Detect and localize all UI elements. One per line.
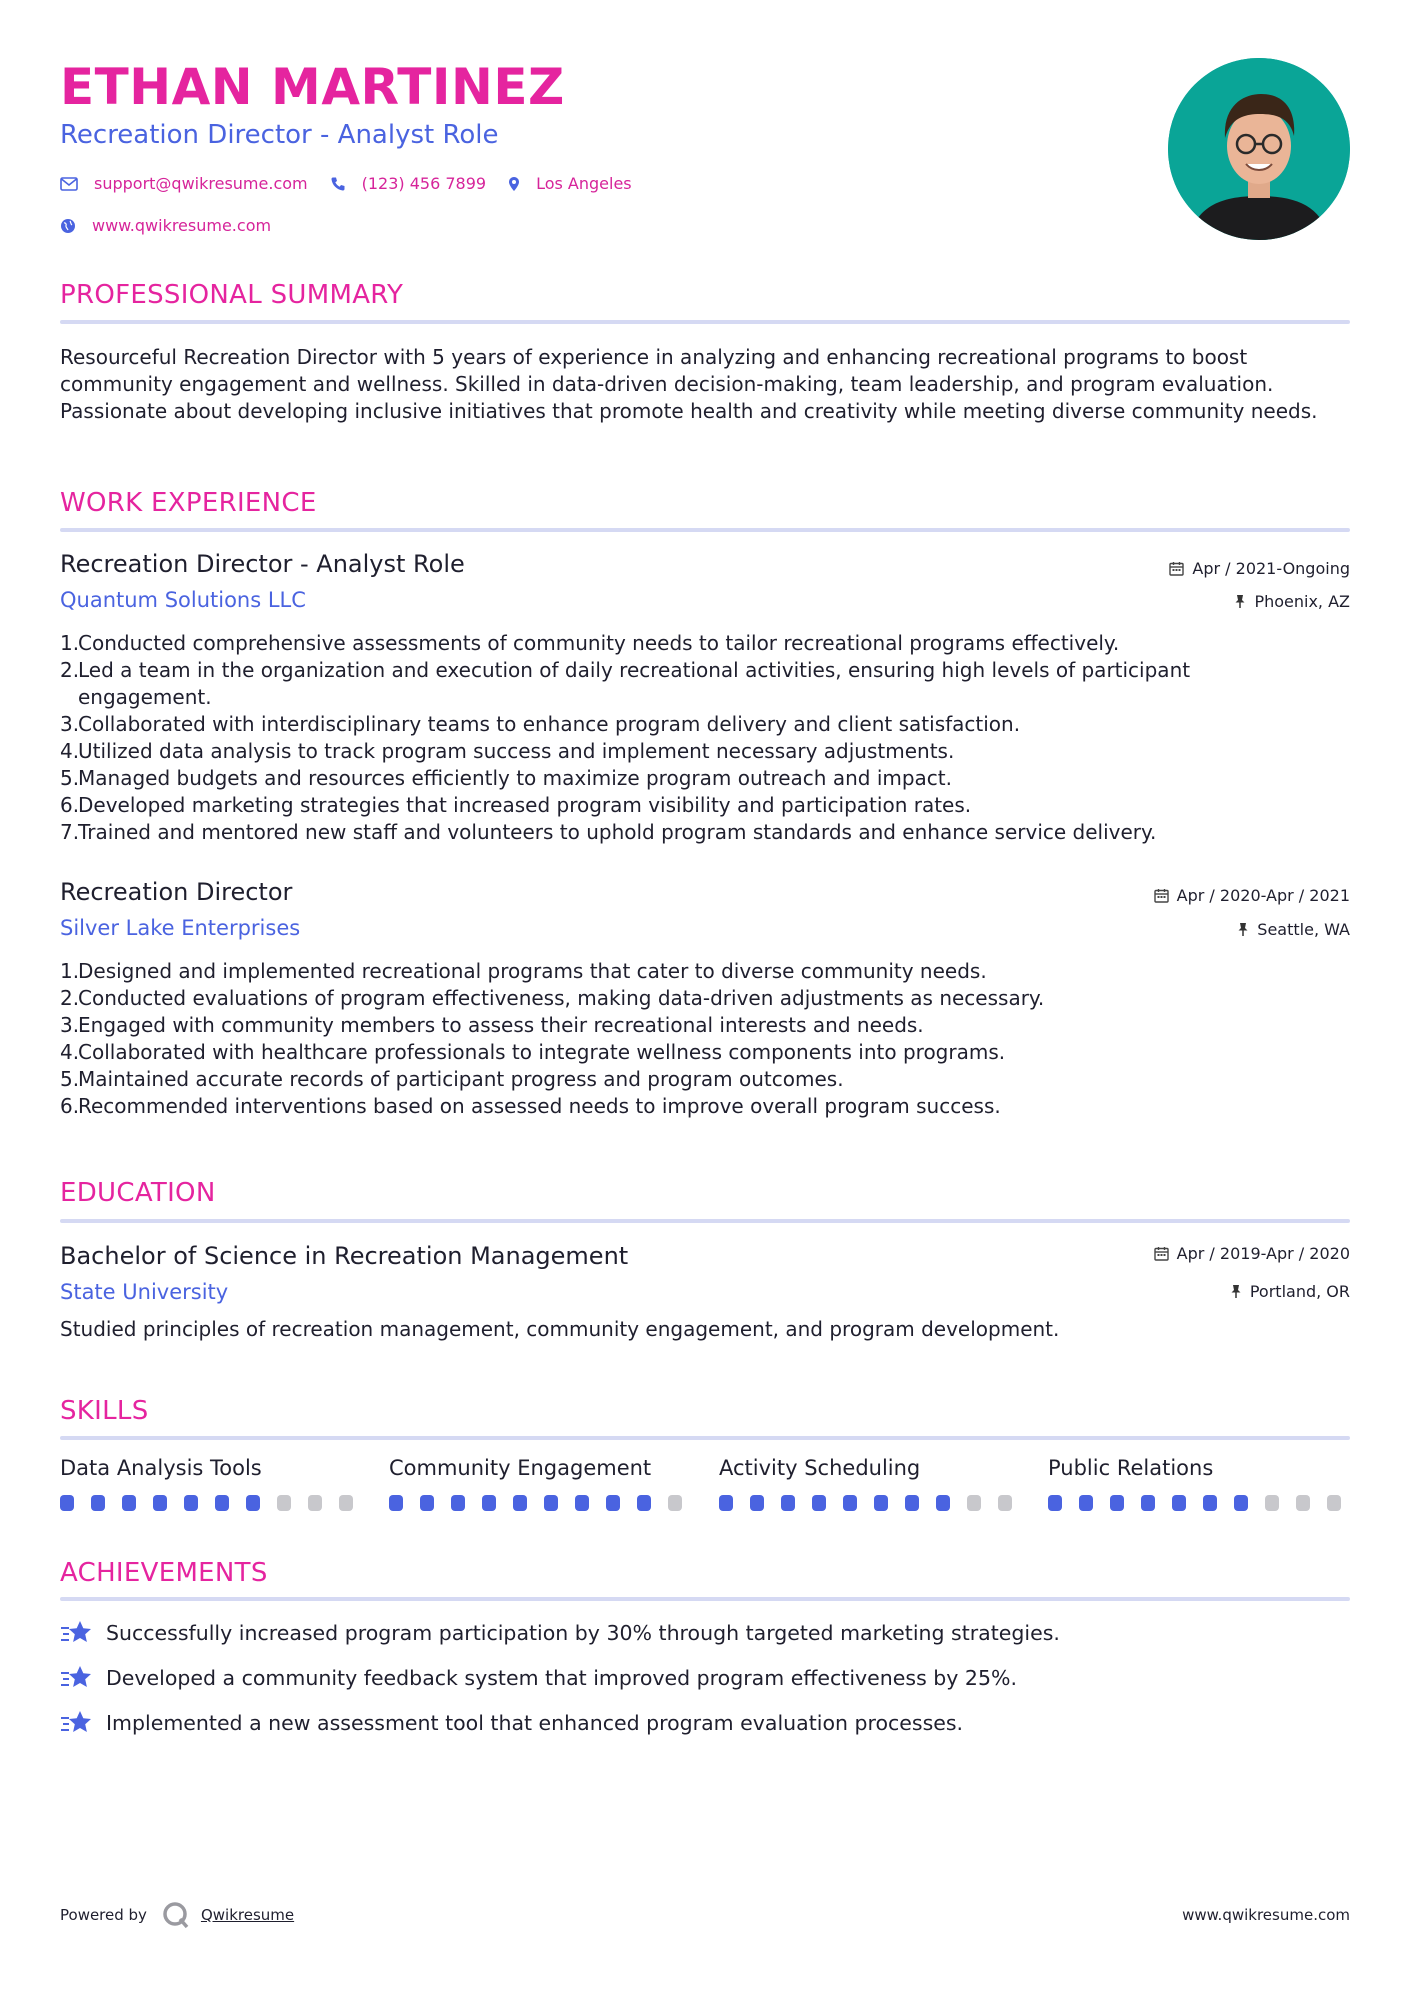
website-text: www.qwikresume.com xyxy=(92,216,272,235)
job-title: Recreation Director xyxy=(60,878,293,906)
bullet-item xyxy=(60,1039,1300,1066)
skill-name: Data Analysis Tools xyxy=(60,1456,262,1480)
bullet-item xyxy=(60,985,1300,1012)
summary-divider xyxy=(60,320,1350,324)
job-dates xyxy=(1154,886,1350,905)
pushpin-icon xyxy=(1237,922,1249,937)
profile-photo xyxy=(1168,58,1350,240)
bullet-item xyxy=(60,1093,1300,1120)
skill-dot-filled xyxy=(905,1495,919,1511)
skill-dot-empty xyxy=(668,1495,682,1511)
job-dates-text: Apr / 2021-Ongoing xyxy=(1192,559,1350,578)
skill-dot-empty xyxy=(339,1495,353,1511)
bullet-number: 1. xyxy=(60,959,80,983)
skill-dot-filled xyxy=(389,1495,403,1511)
achievement-item xyxy=(60,1619,1060,1647)
calendar-icon xyxy=(1169,561,1184,576)
bullet-item xyxy=(60,657,1300,711)
bullet-number: 5. xyxy=(60,1067,80,1091)
achievements-heading: ACHIEVEMENTS xyxy=(60,1558,268,1588)
education-location xyxy=(1230,1282,1350,1301)
bullet-number: 4. xyxy=(60,739,80,763)
bullet-text: Managed budgets and resources efficiently to maximize program outreach and impact. xyxy=(78,766,953,790)
contact-location xyxy=(508,174,632,193)
company-name: Quantum Solutions LLC xyxy=(60,588,306,612)
bullet-number: 6. xyxy=(60,793,80,817)
bullet-number: 1. xyxy=(60,631,80,655)
bullet-text: Led a team in the organization and execution of daily recreational activities, ensuring high levels of participant engagement. xyxy=(78,658,1191,709)
bullet-text: Collaborated with healthcare professionals to integrate wellness components into programs. xyxy=(78,1040,1006,1064)
bullet-text: Conducted evaluations of program effectiveness, making data-driven adjustments as necessary. xyxy=(78,986,1045,1010)
bullet-item xyxy=(60,711,1300,738)
bullet-text: Collaborated with interdisciplinary teams to enhance program delivery and client satisfaction. xyxy=(78,712,1021,736)
bullet-text: Conducted comprehensive assessments of community needs to tailor recreational programs effectively. xyxy=(78,631,1120,655)
experience-divider xyxy=(60,528,1350,532)
achievement-text: Developed a community feedback system that improved program effectiveness by 25%. xyxy=(106,1666,1018,1690)
skill-dot-filled xyxy=(246,1495,260,1511)
skill-name: Community Engagement xyxy=(389,1456,652,1480)
education-location-text: Portland, OR xyxy=(1249,1282,1350,1301)
bullet-number: 4. xyxy=(60,1040,80,1064)
bullet-text: Engaged with community members to assess their recreational interests and needs. xyxy=(78,1013,924,1037)
skill-dot-filled xyxy=(482,1495,496,1511)
school-name: State University xyxy=(60,1280,229,1304)
skill-level-meter xyxy=(60,1495,370,1511)
pushpin-icon xyxy=(1234,594,1246,609)
summary-heading: PROFESSIONAL SUMMARY xyxy=(60,280,404,310)
job-dates-text: Apr / 2020-Apr / 2021 xyxy=(1176,886,1350,905)
skill-dot-empty xyxy=(967,1495,981,1511)
skill-dot-filled xyxy=(874,1495,888,1511)
job-bullets xyxy=(60,630,1300,846)
skill-dot-filled xyxy=(719,1495,733,1511)
bullet-item xyxy=(60,1012,1300,1039)
achievement-item xyxy=(60,1709,963,1737)
job-location-text: Seattle, WA xyxy=(1257,920,1350,939)
bullet-item xyxy=(60,630,1300,657)
phone-text: (123) 456 7899 xyxy=(361,174,487,193)
job-bullets xyxy=(60,958,1300,1120)
star-achievement-icon xyxy=(60,1619,92,1647)
degree-title: Bachelor of Science in Recreation Management xyxy=(60,1242,629,1270)
skill-dot-filled xyxy=(60,1495,74,1511)
achievement-text: Successfully increased program participation by 30% through targeted marketing strategies. xyxy=(106,1621,1060,1645)
bullet-number: 2. xyxy=(60,986,80,1010)
star-achievement-icon xyxy=(60,1664,92,1692)
skill-dot-empty xyxy=(1296,1495,1310,1511)
summary-text: Resourceful Recreation Director with 5 years of experience in analyzing and enhancing recreational programs to boost community engagement and wellness. Skilled in data-driven decision-making, team leadership, and program evaluation. Passionate about developing inclusive initiatives that promote health and creativity while meeting diverse community needs. xyxy=(60,345,1318,423)
bullet-number: 3. xyxy=(60,712,80,736)
job-location xyxy=(1234,592,1350,611)
skill-dot-filled xyxy=(1234,1495,1248,1511)
bullet-text: Utilized data analysis to track program success and implement necessary adjustments. xyxy=(78,739,955,763)
skill-dot-filled xyxy=(544,1495,558,1511)
skill-dot-filled xyxy=(1110,1495,1124,1511)
skill-dot-empty xyxy=(308,1495,322,1511)
bullet-text: Developed marketing strategies that increased program visibility and participation rates. xyxy=(78,793,972,817)
job-dates xyxy=(1169,559,1350,578)
education-divider xyxy=(60,1219,1350,1223)
skill-dot-filled xyxy=(451,1495,465,1511)
job-title: Recreation Director - Analyst Role xyxy=(60,550,465,578)
bullet-item xyxy=(60,1066,1300,1093)
skill-dot-filled xyxy=(91,1495,105,1511)
contact-phone[interactable] xyxy=(330,174,486,193)
education-description: Studied principles of recreation management, community engagement, and program development. xyxy=(60,1317,1060,1341)
candidate-role: Recreation Director - Analyst Role xyxy=(60,120,499,150)
website-row xyxy=(60,216,293,235)
skills-divider xyxy=(60,1436,1350,1440)
job-location xyxy=(1237,920,1350,939)
bullet-item xyxy=(60,738,1300,765)
skill-dot-empty xyxy=(1265,1495,1279,1511)
bullet-text: Maintained accurate records of participant progress and program outcomes. xyxy=(78,1067,844,1091)
skill-dot-filled xyxy=(812,1495,826,1511)
skill-dot-filled xyxy=(153,1495,167,1511)
location-text: Los Angeles xyxy=(536,174,632,193)
skill-dot-filled xyxy=(1141,1495,1155,1511)
skill-dot-filled xyxy=(1203,1495,1217,1511)
job-location-text: Phoenix, AZ xyxy=(1254,592,1350,611)
experience-heading: WORK EXPERIENCE xyxy=(60,488,317,518)
phone-icon xyxy=(330,176,346,192)
globe-icon xyxy=(60,218,76,234)
skill-dot-filled xyxy=(781,1495,795,1511)
powered-by-label: Powered by xyxy=(60,1906,147,1924)
skill-dot-filled xyxy=(606,1495,620,1511)
skill-level-meter xyxy=(719,1495,1029,1511)
calendar-icon xyxy=(1154,888,1169,903)
map-pin-icon xyxy=(508,176,520,192)
star-achievement-icon xyxy=(60,1709,92,1737)
achievement-item xyxy=(60,1664,1017,1692)
skill-dot-filled xyxy=(420,1495,434,1511)
bullet-text: Recommended interventions based on assessed needs to improve overall program success. xyxy=(78,1094,1001,1118)
bullet-text: Trained and mentored new staff and volunteers to uphold program standards and enhance service delivery. xyxy=(78,820,1157,844)
skill-dot-filled xyxy=(184,1495,198,1511)
skill-dot-empty xyxy=(277,1495,291,1511)
bullet-item xyxy=(60,765,1300,792)
skill-dot-filled xyxy=(122,1495,136,1511)
achievement-text: Implemented a new assessment tool that enhanced program evaluation processes. xyxy=(106,1711,964,1735)
bullet-number: 2. xyxy=(60,658,80,682)
skill-dot-filled xyxy=(215,1495,229,1511)
bullet-text: Designed and implemented recreational programs that cater to diverse community needs. xyxy=(78,959,987,983)
footer-website[interactable]: www.qwikresume.com xyxy=(1182,1906,1350,1924)
footer-powered-by xyxy=(60,1900,294,1930)
skill-dot-empty xyxy=(998,1495,1012,1511)
bullet-number: 6. xyxy=(60,1094,80,1118)
education-dates-text: Apr / 2019-Apr / 2020 xyxy=(1176,1244,1350,1263)
skill-dot-filled xyxy=(513,1495,527,1511)
candidate-name: ETHAN MARTINEZ xyxy=(60,58,565,116)
bullet-number: 5. xyxy=(60,766,80,790)
skill-name: Activity Scheduling xyxy=(719,1456,921,1480)
skill-level-meter xyxy=(389,1495,699,1511)
bullet-number: 7. xyxy=(60,820,80,844)
skill-dot-filled xyxy=(843,1495,857,1511)
skill-dot-filled xyxy=(936,1495,950,1511)
contact-website[interactable] xyxy=(60,216,271,235)
company-name: Silver Lake Enterprises xyxy=(60,916,301,940)
skill-dot-filled xyxy=(750,1495,764,1511)
skill-dot-filled xyxy=(1079,1495,1093,1511)
skill-dot-empty xyxy=(1327,1495,1341,1511)
bullet-item xyxy=(60,958,1300,985)
qwikresume-logo-icon xyxy=(161,1900,191,1930)
achievements-divider xyxy=(60,1597,1350,1601)
footer-brand-link[interactable]: Qwikresume xyxy=(200,1906,295,1924)
email-text: support@qwikresume.com xyxy=(94,174,308,193)
education-heading: EDUCATION xyxy=(60,1178,216,1208)
education-dates xyxy=(1154,1244,1350,1263)
skill-dot-filled xyxy=(637,1495,651,1511)
envelope-icon xyxy=(60,177,78,191)
contact-row xyxy=(60,174,654,193)
pushpin-icon xyxy=(1230,1284,1242,1299)
skill-dot-filled xyxy=(1172,1495,1186,1511)
skill-dot-filled xyxy=(1048,1495,1062,1511)
skill-name: Public Relations xyxy=(1048,1456,1214,1480)
bullet-item xyxy=(60,792,1300,819)
bullet-number: 3. xyxy=(60,1013,80,1037)
skill-dot-filled xyxy=(575,1495,589,1511)
skill-level-meter xyxy=(1048,1495,1358,1511)
calendar-icon xyxy=(1154,1246,1169,1261)
contact-email[interactable] xyxy=(60,174,308,193)
bullet-item xyxy=(60,819,1300,846)
skills-heading: SKILLS xyxy=(60,1396,149,1426)
